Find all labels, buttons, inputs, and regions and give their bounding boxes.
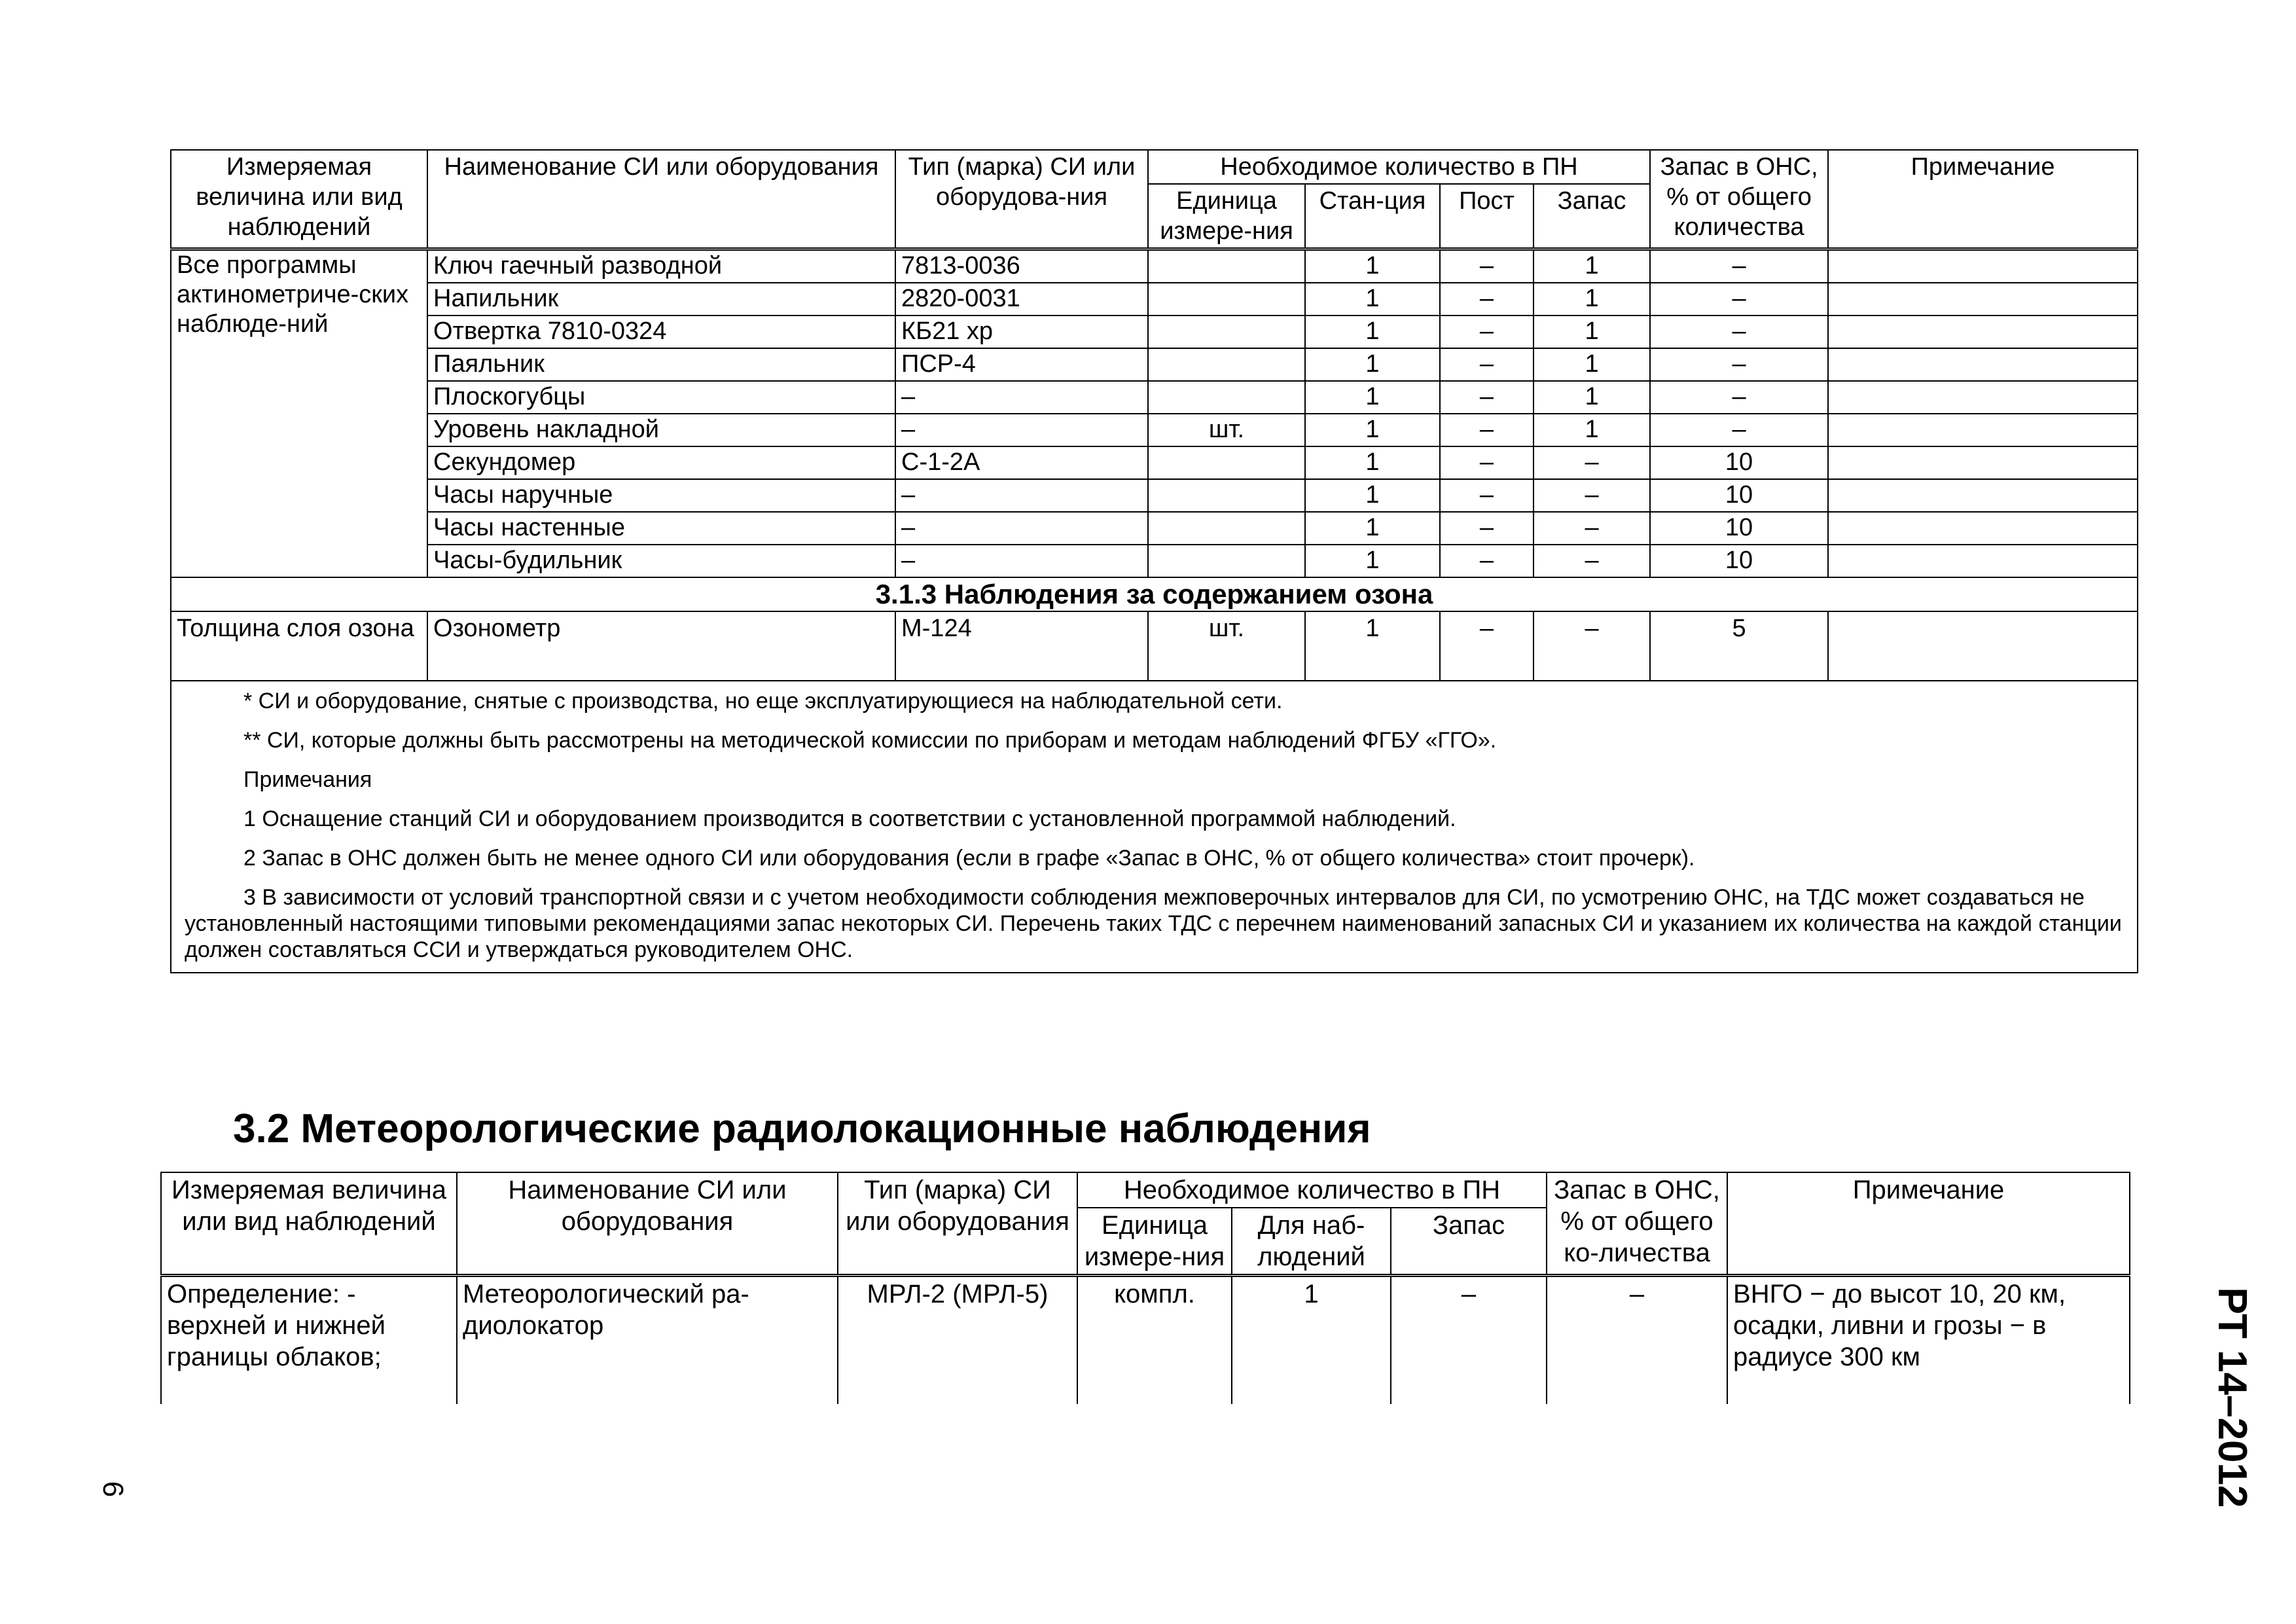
cell-name: Отвертка 7810-0324 (427, 316, 895, 348)
table-row (171, 512, 2138, 545)
cell-post: – (1440, 316, 1534, 348)
cell-type: МРЛ-2 (МРЛ-5) (838, 1276, 1077, 1405)
cell-station: 1 (1305, 316, 1440, 348)
cell-reserve: 5 (1650, 611, 1828, 681)
cell-note (1828, 348, 2138, 381)
header-note: Примечание (1727, 1172, 2130, 1276)
cell-spare: – (1534, 611, 1650, 681)
cell-name: Уровень накладной (427, 414, 895, 446)
cell-type: – (895, 381, 1148, 414)
cell-reserve: – (1650, 249, 1828, 283)
header-post: Пост (1440, 184, 1534, 249)
cell-station: 1 (1305, 545, 1440, 577)
table-row (171, 283, 2138, 316)
cell-post: – (1440, 283, 1534, 316)
cell-measured: Толщина слоя озона (171, 611, 427, 681)
cell-type: – (895, 479, 1148, 512)
cell-name: Часы-будильник (427, 545, 895, 577)
footnote-2: ** СИ, которые должны быть рассмотрены на методической комиссии по приборам и методам наблюдений ФГБУ «ГГО». (243, 728, 1497, 753)
cell-name: Напильник (427, 283, 895, 316)
cell-spare: 1 (1534, 348, 1650, 381)
cell-station: 1 (1305, 479, 1440, 512)
header-station: Стан-ция (1305, 184, 1440, 249)
cell-station: 1 (1305, 283, 1440, 316)
cell-unit (1148, 512, 1305, 545)
header-type: Тип (марка) СИ или оборудова-ния (895, 150, 1148, 249)
header-spare: Запас (1391, 1208, 1547, 1276)
cell-reserve: 10 (1650, 479, 1828, 512)
cell-type: 2820-0031 (895, 283, 1148, 316)
group-label: Все программы актинометриче-ских наблюде-ний (171, 249, 427, 578)
cell-unit: шт. (1148, 611, 1305, 681)
cell-unit (1148, 545, 1305, 577)
cell-reserve: – (1650, 316, 1828, 348)
cell-post: – (1440, 479, 1534, 512)
cell-note (1828, 283, 2138, 316)
header-note: Примечание (1828, 150, 2138, 249)
section-313-title: 3.1.3 Наблюдения за содержанием озона (171, 577, 2138, 611)
cell-note (1828, 545, 2138, 577)
cell-spare: – (1534, 512, 1650, 545)
table-row (171, 348, 2138, 381)
cell-type: 7813-0036 (895, 249, 1148, 283)
cell-spare: – (1534, 545, 1650, 577)
document-code: РТ 14–2012 (2210, 1287, 2255, 1508)
cell-spare: – (1391, 1276, 1547, 1405)
equipment-table-radar (160, 1172, 2130, 1404)
cell-for-observations: 1 (1232, 1276, 1391, 1405)
cell-reserve: – (1650, 414, 1828, 446)
cell-post: – (1440, 414, 1534, 446)
cell-reserve: 10 (1650, 446, 1828, 479)
table-row (171, 446, 2138, 479)
table-row (171, 545, 2138, 577)
cell-name: Ключ гаечный разводной (427, 249, 895, 283)
cell-reserve: – (1650, 348, 1828, 381)
note-2: 2 Запас в ОНС должен быть не менее одного СИ или оборудования (если в графе «Запас в ОНС, % от общего количества» стоит прочерк). (243, 846, 1695, 871)
cell-reserve: – (1547, 1276, 1727, 1405)
cell-note: ВНГО − до высот 10, 20 км, осадки, ливни и грозы − в радиусе 300 км (1727, 1276, 2130, 1405)
cell-note (1828, 381, 2138, 414)
cell-note (1828, 479, 2138, 512)
page-number: 6 (97, 1481, 130, 1498)
cell-note (1828, 414, 2138, 446)
cell-note (1828, 446, 2138, 479)
header-spare: Запас (1534, 184, 1650, 249)
cell-post: – (1440, 381, 1534, 414)
header-unit: Единица измере-ния (1077, 1208, 1232, 1276)
cell-measured: Определение: - верхней и нижней границы облаков; (161, 1276, 457, 1405)
cell-station: 1 (1305, 414, 1440, 446)
table-notes (171, 681, 2138, 973)
cell-name: Часы наручные (427, 479, 895, 512)
table-row (171, 316, 2138, 348)
cell-unit: шт. (1148, 414, 1305, 446)
cell-post: – (1440, 545, 1534, 577)
cell-spare: 1 (1534, 316, 1650, 348)
cell-name: Паяльник (427, 348, 895, 381)
header-name: Наименование СИ или оборудования (457, 1172, 838, 1276)
note-1: 1 Оснащение станций СИ и оборудованием производится в соответствии с установленной программой наблюдений. (243, 806, 1456, 831)
cell-type: – (895, 414, 1148, 446)
cell-type: М-124 (895, 611, 1148, 681)
cell-spare: – (1534, 446, 1650, 479)
cell-station: 1 (1305, 611, 1440, 681)
cell-post: – (1440, 512, 1534, 545)
table-row (171, 611, 2138, 681)
cell-name: Метеорологический ра-диолокатор (457, 1276, 838, 1405)
cell-type: – (895, 512, 1148, 545)
cell-post: – (1440, 348, 1534, 381)
cell-spare: 1 (1534, 414, 1650, 446)
cell-name: Плоскогубцы (427, 381, 895, 414)
header-for-observations: Для наб-людений (1232, 1208, 1391, 1276)
table-row (171, 249, 2138, 283)
cell-station: 1 (1305, 381, 1440, 414)
cell-type: – (895, 545, 1148, 577)
cell-type: КБ21 хр (895, 316, 1148, 348)
cell-unit (1148, 446, 1305, 479)
cell-unit (1148, 348, 1305, 381)
table-row (171, 381, 2138, 414)
cell-spare: 1 (1534, 283, 1650, 316)
cell-station: 1 (1305, 249, 1440, 283)
cell-reserve: 10 (1650, 512, 1828, 545)
cell-spare: – (1534, 479, 1650, 512)
header-name: Наименование СИ или оборудования (427, 150, 895, 249)
cell-note (1828, 316, 2138, 348)
header-unit: Единица измере-ния (1148, 184, 1305, 249)
header-required: Необходимое количество в ПН (1077, 1172, 1547, 1208)
cell-spare: 1 (1534, 381, 1650, 414)
note-3: 3 В зависимости от условий транспортной связи и с учетом необходимости соблюдения межповерочных интервалов для СИ, по усмотрению ОНС, на ТДС может создаваться не установленный настоящими типовыми рекомендациями запас некоторых СИ. Перечень таких ТДС с перечнем наименований запасных СИ и указанием их количества на каждой станции должен составляться ССИ и утверждаться руководителем ОНС. (185, 885, 2122, 962)
cell-name: Озонометр (427, 611, 895, 681)
notes-row (171, 681, 2138, 973)
header-ons-reserve: Запас в ОНС, % от общего количества (1650, 150, 1828, 249)
footnote-1: * СИ и оборудование, снятые с производства, но еще эксплуатирующиеся на наблюдательной сети. (243, 689, 1283, 713)
section-32-title: 3.2 Метеорологические радиолокационные наблюдения (233, 1106, 1371, 1151)
header-measured: Измеряемая величина или вид наблюдений (171, 150, 427, 249)
cell-unit (1148, 283, 1305, 316)
cell-type: С-1-2А (895, 446, 1148, 479)
header-required: Необходимое количество в ПН (1148, 150, 1650, 184)
notes-heading: Примечания (243, 767, 372, 792)
table-row (161, 1276, 2130, 1405)
cell-unit (1148, 316, 1305, 348)
header-type: Тип (марка) СИ или оборудования (838, 1172, 1077, 1276)
cell-unit (1148, 249, 1305, 283)
cell-note (1828, 512, 2138, 545)
cell-unit (1148, 479, 1305, 512)
cell-station: 1 (1305, 512, 1440, 545)
cell-station: 1 (1305, 446, 1440, 479)
equipment-table-actinometric (170, 149, 2138, 973)
cell-name: Секундомер (427, 446, 895, 479)
cell-type: ПСР-4 (895, 348, 1148, 381)
cell-post: – (1440, 249, 1534, 283)
cell-post: – (1440, 611, 1534, 681)
cell-unit: компл. (1077, 1276, 1232, 1405)
cell-spare: 1 (1534, 249, 1650, 283)
cell-post: – (1440, 446, 1534, 479)
header-ons-reserve: Запас в ОНС, % от общего ко-личества (1547, 1172, 1727, 1276)
table-row (171, 479, 2138, 512)
cell-note (1828, 249, 2138, 283)
section-heading-row (171, 577, 2138, 611)
cell-note (1828, 611, 2138, 681)
cell-reserve: 10 (1650, 545, 1828, 577)
cell-name: Часы настенные (427, 512, 895, 545)
header-measured: Измеряемая величина или вид наблюдений (161, 1172, 457, 1276)
cell-unit (1148, 381, 1305, 414)
table-row (171, 414, 2138, 446)
cell-reserve: – (1650, 283, 1828, 316)
cell-reserve: – (1650, 381, 1828, 414)
cell-station: 1 (1305, 348, 1440, 381)
